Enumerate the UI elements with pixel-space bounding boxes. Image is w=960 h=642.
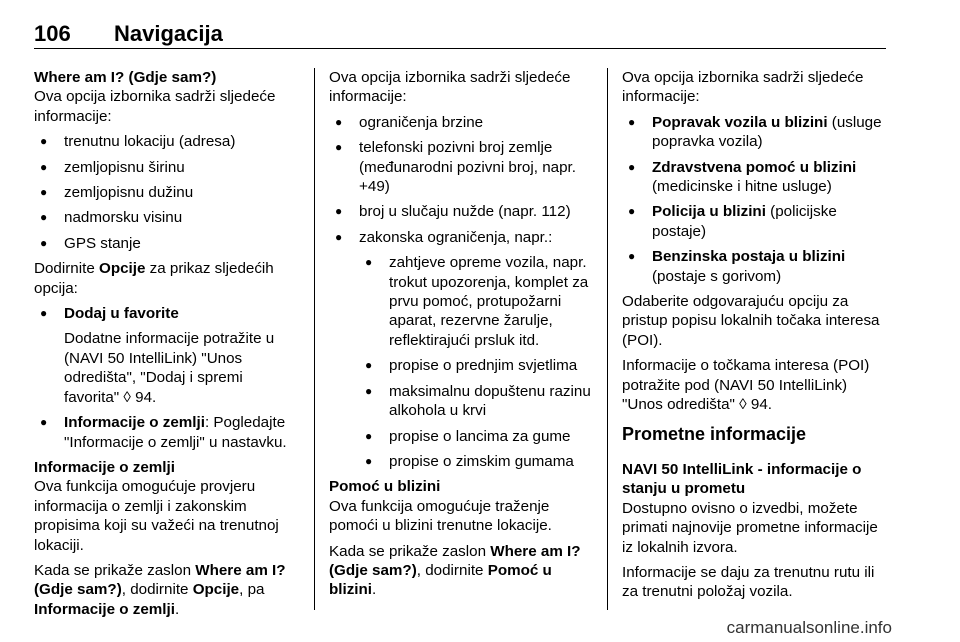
list-item: ● propise o zimskim gumama (359, 452, 591, 471)
option-term: Popravak vozila u blizini (652, 113, 828, 131)
list-item: ● nadmorsku visinu (34, 208, 296, 227)
column-1 (34, 68, 296, 625)
list-item: ● GPS stanje (34, 234, 296, 253)
page-number: 106 (34, 21, 71, 46)
navi-traffic-text-2: Informacije se daju za trenutnu rutu ili za trenutni položaj vozila. (622, 563, 875, 601)
text-span: za prikaz sljedećih opcija: (34, 260, 274, 297)
page-title: Navigacija (114, 21, 223, 46)
country-info-text: Ova funkcija omogućuje provjeru informacija o zemlji i zakonskim propisima koji su važeći na trenutnoj lokaciji. (34, 478, 279, 554)
text-span: , dodirnite (416, 561, 488, 579)
list-item (34, 304, 296, 407)
text-span: Kada se prikaže zaslon (329, 542, 491, 560)
list-item (622, 247, 884, 286)
help-nearby-text: Ova funkcija omogućuje traženje pomoći u blizini trenutne lokacije. (329, 497, 552, 535)
list-item: ● propise o lancima za gume (359, 427, 591, 446)
help-screen-text (329, 542, 591, 600)
list-item (329, 228, 591, 471)
list-item: ● zahtjeve opreme vozila, napr. trokut upozorenja, komplet za prvu pomoć, protupožarni aparat, rezervne žarulje, reflektirajući prsluk itd. (359, 253, 591, 350)
traffic-info-heading: Prometne informacije (622, 423, 807, 444)
favorites-title: ● Dodaj u favorite (64, 305, 179, 323)
country-intro: Ova opcija izbornika sadrži sljedeće informacije: (329, 69, 571, 106)
option-term: Benzinska postaja u blizini (652, 248, 846, 266)
text-span: (medicinske i hitne usluge) (652, 178, 832, 196)
text-span: , pa (239, 581, 265, 599)
country-info-term: Informacije o zemlji (64, 414, 205, 432)
list-item: ● broj u slučaju nužde (napr. 112) (329, 202, 591, 221)
screen-term: Where am I? (Gdje sam?) (34, 561, 286, 599)
screen-term: Where am I? (Gdje sam?) (329, 542, 581, 579)
watermark: carmanualsonline.info (726, 618, 892, 637)
country-info-heading: Informacije o zemlji (34, 458, 175, 476)
list-item: ● maksimalnu dopuštenu razinu alkohola u krvi (359, 382, 591, 421)
favorites-text: Dodatne informacije potražite u (NAVI 50 IntelliLink) "Unos odredišta", "Dodaj i spremi favorita" ◊ 94. (64, 330, 275, 406)
legal-restrictions-list (359, 253, 591, 471)
text-span: : Pogledajte "Informacije o zemlji" u nastavku. (64, 414, 287, 451)
text-span: . (174, 600, 180, 618)
list-item: ● propise o prednjim svjetlima (359, 356, 591, 375)
poi-text: Informacije o točkama interesa (POI) potražite pod (NAVI 50 IntelliLink) "Unos odredišta" ◊ 94. (622, 357, 870, 414)
options-term: Opcije (99, 260, 146, 278)
options-term: Opcije (192, 581, 240, 599)
option-term: Zdravstvena pomoć u blizini (652, 158, 857, 176)
column-3 (622, 68, 884, 608)
navi-traffic-text-1: Dostupno ovisno o izvedbi, možete primati najnovije prometne informacije iz lokalnih izvora. (622, 499, 878, 556)
text-span: , dodirnite (121, 581, 193, 599)
touch-options-text (34, 259, 296, 298)
options-list (34, 304, 296, 452)
column-divider-2 (607, 68, 608, 610)
navi-traffic-heading: NAVI 50 IntelliLink - informacije o stanju u prometu (622, 460, 862, 498)
country-info-list (329, 113, 591, 472)
list-item: ● zemljopisnu širinu (34, 158, 296, 177)
help-intro: Ova opcija izbornika sadrži sljedeće informacije: (622, 69, 864, 106)
list-item (622, 113, 884, 152)
text-span: (usluge popravka vozila) (652, 113, 882, 151)
text-span: . (372, 581, 377, 599)
list-item (622, 158, 884, 197)
where-info-list (34, 132, 296, 253)
text-span: (policijske postaje) (652, 203, 837, 240)
country-info-term: Informacije o zemlji (34, 600, 175, 618)
where-intro: Ova opcija izbornika sadrži sljedeće informacije: (34, 88, 276, 125)
list-item (622, 202, 884, 241)
option-term: Policija u blizini (652, 203, 766, 221)
country-screen-text (34, 561, 296, 619)
help-options-list (622, 113, 884, 286)
text-span: zakonska ograničenja, napr.: (359, 228, 553, 246)
page-header (34, 8, 886, 49)
list-item: ● zemljopisnu dužinu (34, 183, 296, 202)
text-span: (postaje s gorivom) (652, 267, 782, 285)
list-item (34, 413, 296, 452)
help-nearby-term: Pomoć u blizini (329, 561, 552, 599)
help-nearby-heading: Pomoć u blizini (329, 478, 441, 496)
where-am-i-heading: Where am I? (Gdje sam?) (34, 69, 217, 86)
list-item: ● telefonski pozivni broj zemlje (međunarodni pozivni broj, napr. +49) (329, 138, 591, 196)
column-divider-1 (314, 68, 315, 610)
list-item: ● ograničenja brzine (329, 113, 591, 132)
select-option-text: Odaberite odgovarajuću opciju za pristup popisu lokalnih točaka interesa (POI). (622, 293, 880, 349)
text-span: Kada se prikaže zaslon (34, 561, 196, 579)
text-span: Dodirnite (34, 260, 99, 278)
list-item: ● trenutnu lokaciju (adresa) (34, 132, 296, 151)
column-2 (329, 68, 591, 606)
